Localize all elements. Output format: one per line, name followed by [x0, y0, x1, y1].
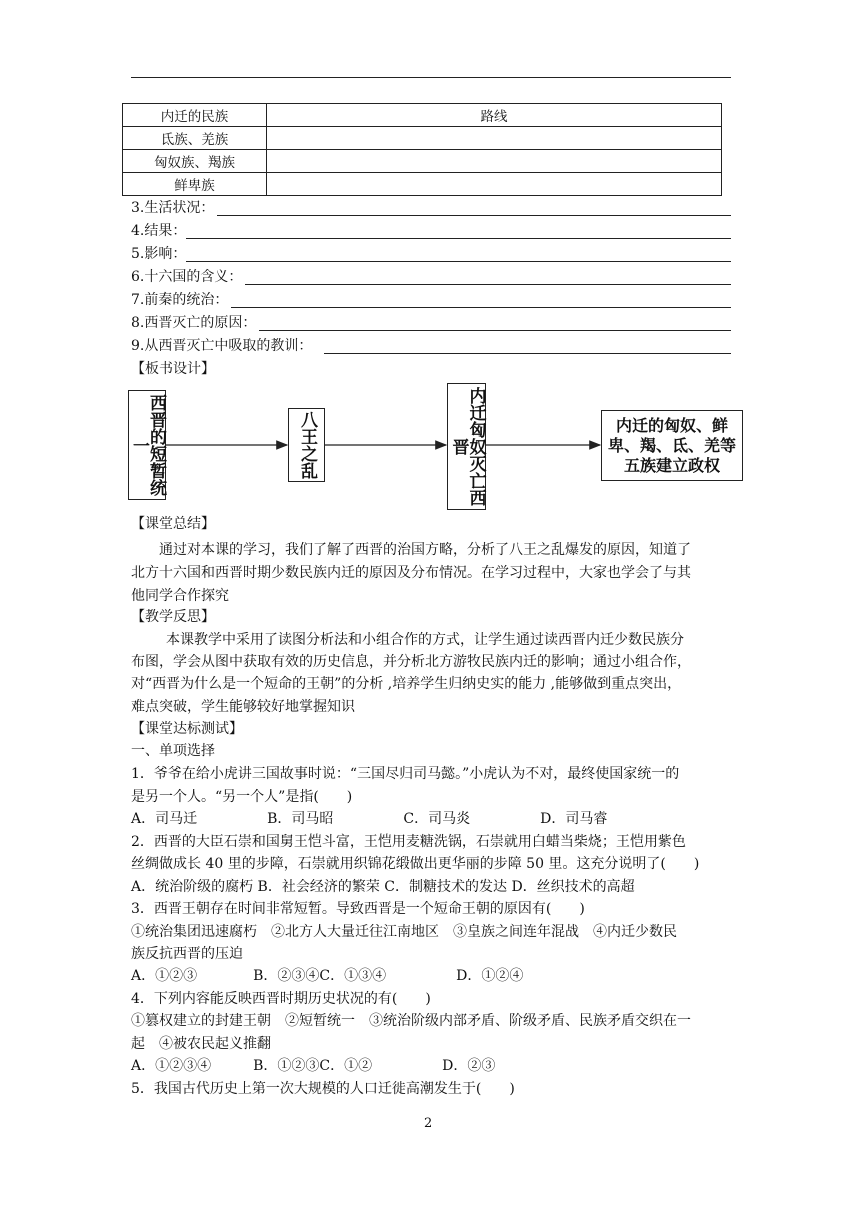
- table-cell: 氐族、羌族: [123, 127, 267, 150]
- fill-item: 5.影响：: [131, 244, 186, 264]
- test-section: 一、单项选择: [131, 743, 215, 759]
- summary-line: 通过对本课的学习，我们了解了西晋的治国方略，分析了八王之乱爆发的原因，知道了: [159, 542, 691, 558]
- question-line: 起 ④被农民起义推翻: [131, 1036, 271, 1052]
- question-line: 3．西晋王朝存在时间非常短暂。导致西晋是一个短命王朝的原因有( ): [131, 901, 585, 917]
- diagram-box-five-tribes: 内迁的匈奴、鲜卑、羯、氐、羌等五族建立政权: [601, 410, 743, 481]
- fill-item: 8.西晋灭亡的原因：: [131, 313, 256, 333]
- fill-item: 6.十六国的含义：: [131, 267, 242, 287]
- fill-item: 9.从西晋灭亡中吸取的教训：: [131, 336, 312, 356]
- table-cell: 鲜卑族: [123, 173, 267, 196]
- fill-item: 7.前秦的统治：: [131, 290, 228, 310]
- test-heading: 【课堂达标测试】: [131, 721, 243, 737]
- options-line: A．①②③④ B．①②③C．①② D．②③: [131, 1058, 496, 1074]
- summary-line: 北方十六国和西晋时期少数民族内迁的原因及分布情况。在学习过程中，大家也学会了与其: [131, 565, 691, 581]
- summary-heading: 【课堂总结】: [131, 516, 215, 532]
- board-heading: 【板书设计】: [131, 361, 215, 377]
- reflection-heading: 【教学反思】: [131, 609, 215, 625]
- reflection-line: 对“西晋为什么是一个短命的王朝”的分析 ,培养学生归纳史实的能力 ,能够做到重点突出，: [131, 676, 682, 692]
- question-line: 4．下列内容能反映西晋时期历史状况的有( ): [131, 991, 431, 1007]
- reflection-line: 本课教学中采用了读图分析法和小组合作的方式，让学生通过读西晋内迁少数民族分: [166, 632, 684, 648]
- summary-line: 他同学合作探究: [131, 588, 229, 604]
- reflection-line: 布图，学会从图中获取有效的历史信息，并分析北方游牧民族内迁的影响；通过小组合作，: [131, 654, 691, 670]
- options-line: A．①②③ B．②③④C．①③④ D．①②④: [131, 968, 524, 984]
- question-line: 丝绸做成长 40 里的步障，石崇就用织锦花缎做出更华丽的步障 50 里。这充分说明了( ): [131, 856, 700, 872]
- fill-item: 4.结果：: [131, 221, 186, 241]
- options-line: A．司马迁 B．司马昭 C．司马炎 D．司马睿: [131, 811, 608, 827]
- table-header-cell: 路线: [267, 104, 722, 127]
- diagram-box-eight-princes: 八王之乱: [288, 408, 325, 482]
- question-line: 1．爷爷在给小虎讲三国故事时说：“三国尽归司马懿。”小虎认为不对，最终使国家统一的: [131, 766, 680, 782]
- page-number: 2: [424, 1116, 433, 1131]
- question-line: ①统治集团迅速腐朽 ②北方人大量迁往江南地区 ③皇族之间连年混战 ④内迁少数民: [131, 924, 677, 940]
- question-line: 族反抗西晋的压迫: [131, 946, 243, 962]
- table-cell: 匈奴族、羯族: [123, 150, 267, 173]
- diagram-box-xiongnu: 内迁匈奴灭亡西晋: [447, 383, 486, 510]
- reflection-line: 难点突破，学生能够较好地掌握知识: [131, 699, 355, 715]
- question-line: ①篡权建立的封建王朝 ②短暂统一 ③统治阶级内部矛盾、阶级矛盾、民族矛盾交织在一: [131, 1013, 691, 1029]
- table-header-cell: 内迁的民族: [123, 104, 267, 127]
- options-line: A．统治阶级的腐朽 B．社会经济的繁荣 C．制糖技术的发达 D．丝织技术的高超: [131, 879, 635, 895]
- question-line: 2．西晋的大臣石崇和国舅王恺斗富，王恺用麦糖洗锅，石崇就用白蜡当柴烧；王恺用紫色: [131, 834, 686, 850]
- question-line: 是另一个人。“另一个人”是指( ): [131, 789, 353, 805]
- fill-item: 3.生活状况：: [131, 198, 214, 218]
- diagram-box-unification: 西晋的短暂统一: [128, 390, 166, 500]
- question-line: 5．我国古代历史上第一次大规模的人口迁徙高潮发生于( ): [131, 1081, 515, 1097]
